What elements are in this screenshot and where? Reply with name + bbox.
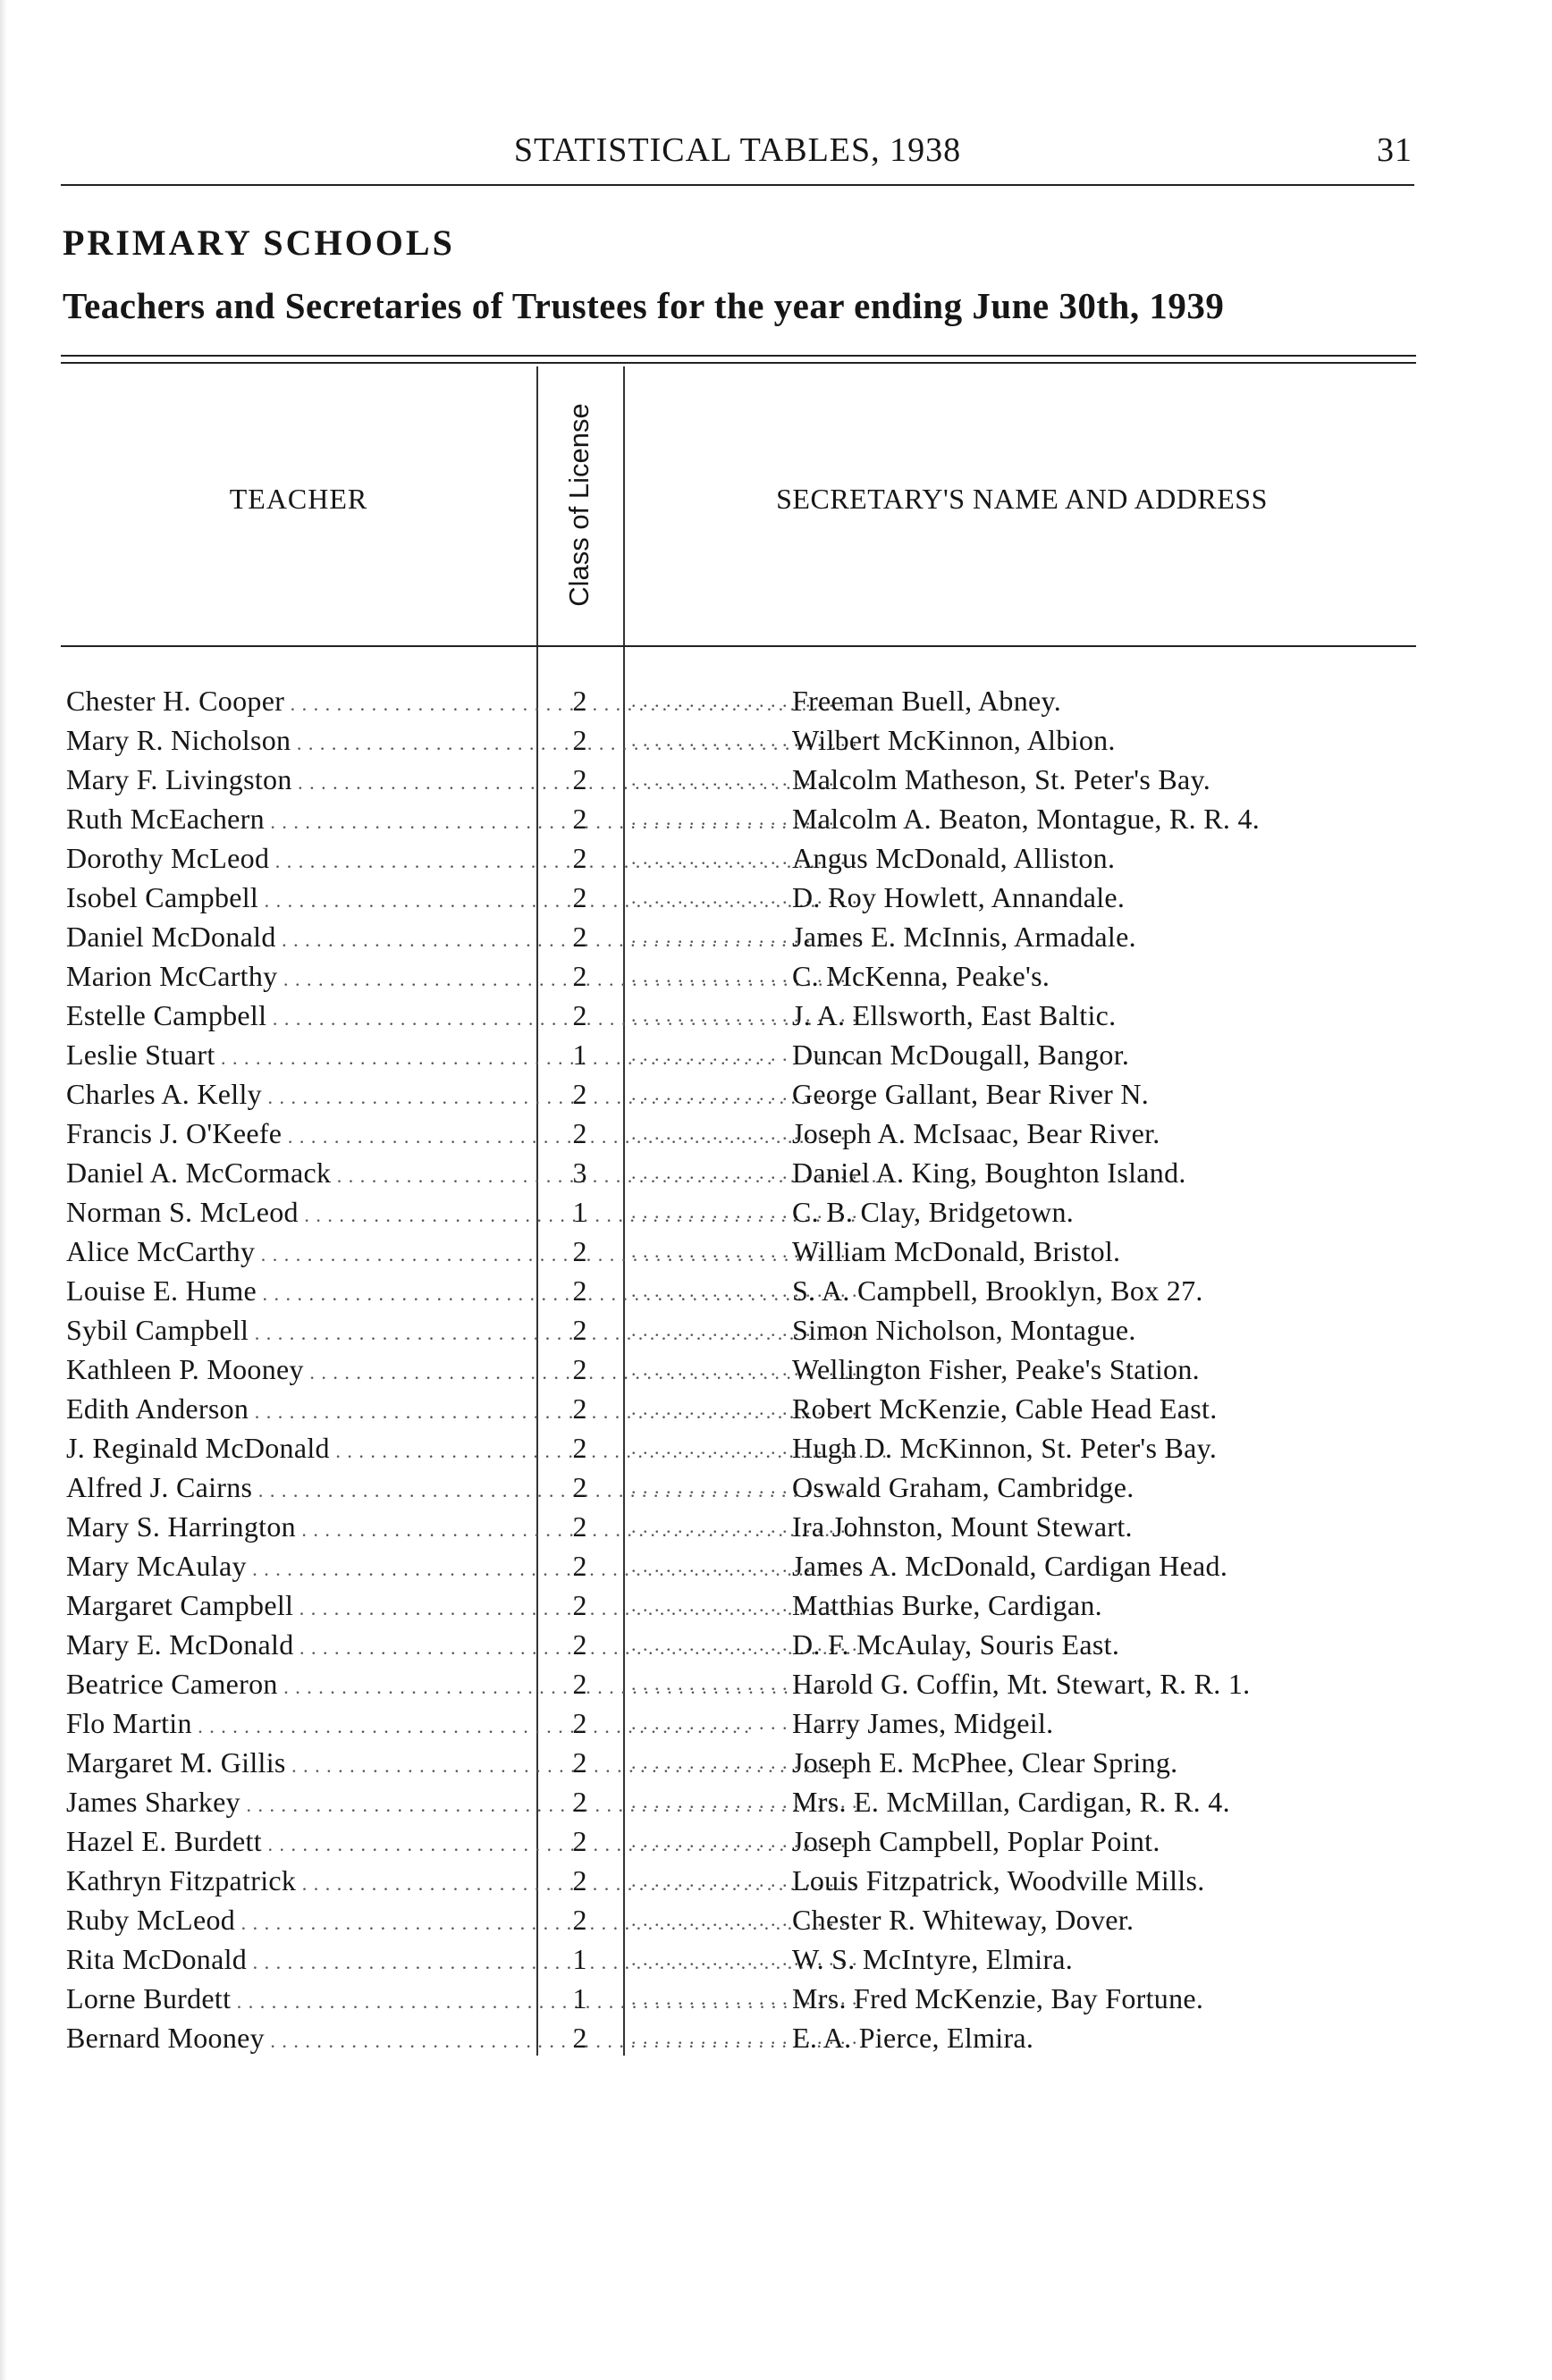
leader-dots: . . . . . . . . . . . . . . . . . . . . [631, 1711, 858, 1734]
leader-dots: . . . . . . . . . . . . . . . . . . . . [631, 1279, 858, 1301]
leader-dots: . . . . . . . . . . . . . . . . . . . . [631, 2026, 858, 2048]
table-row [0, 681, 1552, 720]
leader-dots: . . . . . . . . . . . . . . . . . . . . [631, 886, 858, 908]
secretary-name-address: E. A. Pierce, Elmira. [792, 2022, 1034, 2054]
leader-dots: . . . . . . . . . . . . . . . . . . . . [631, 925, 858, 947]
license-class: 2 [572, 1392, 587, 1425]
secretary-name-address: W. S. McIntyre, Elmira. [792, 1943, 1074, 1975]
license-class: 1 [572, 1039, 587, 1071]
leader-dots: . . . . . . . . . . . . . . . . . . . . [631, 1043, 858, 1065]
secretary-name-address: D. Roy Howlett, Annandale. [792, 881, 1126, 913]
secretary-name-address: Malcolm Matheson, St. Peter's Bay. [792, 763, 1211, 795]
teacher-name: Alice McCarthy . . . [66, 1232, 524, 1274]
table-row [0, 1821, 1552, 1861]
leader-dots: . . . . . . . . . . . . . . . . . . . . [631, 1358, 858, 1380]
table-row [0, 1074, 1552, 1114]
teacher-name: Mary R. Nicholson . . . [66, 720, 524, 763]
leader-dots: . . . . . . . . . . . . . . . . . . . . [631, 1594, 858, 1616]
teacher-name: Marion McCarthy . . . [66, 956, 524, 999]
teacher-name: Margaret Campbell . . . [66, 1585, 524, 1628]
license-class: 2 [572, 2022, 587, 2054]
table-row [0, 1939, 1552, 1979]
leader-dots: . . . . . . . . . . . . . . . . . . . . [631, 1987, 858, 2009]
table-row [0, 1979, 1552, 2018]
teacher-name: Kathryn Fitzpatrick . . . [66, 1861, 524, 1904]
table-row [0, 760, 1552, 799]
table-row [0, 878, 1552, 917]
page-number: 31 [1377, 131, 1413, 169]
secretary-name-address: Joseph Campbell, Poplar Point. [792, 1825, 1160, 1857]
table-row [0, 1310, 1552, 1350]
table-row [0, 996, 1552, 1035]
table-row [0, 956, 1552, 996]
leader-dots: . . . . . . . . . . . . . . . . . . . . [631, 1122, 858, 1144]
teacher-name: Sybil Campbell . . . [66, 1310, 524, 1353]
leader-dots: . . . . . . . . . . . . . . . . . . . . [631, 1908, 858, 1930]
secretary-name-address: Robert McKenzie, Cable Head East. [792, 1392, 1218, 1425]
teacher-name: Rita McDonald . . . [66, 1939, 524, 1982]
teacher-name: Kathleen P. Mooney . . . [66, 1350, 524, 1392]
license-class: 2 [572, 1825, 587, 1857]
teacher-name: Ruby McLeod . . . [66, 1900, 524, 1943]
secretary-name-address: Wellington Fisher, Peake's Station. [792, 1353, 1200, 1385]
license-class: 2 [572, 1589, 587, 1621]
secretary-name-address: Harold G. Coffin, Mt. Stewart, R. R. 1. [792, 1668, 1251, 1700]
leader-dots: . . . . . . . . . . . . . . . . . . . . [631, 1476, 858, 1498]
leader-dots: . . . . . . . . . . . . . . . . . . . . [631, 1672, 858, 1695]
license-class: 2 [572, 1471, 587, 1503]
teacher-name: Chester H. Cooper . . . [66, 681, 524, 724]
teacher-name: Leslie Stuart . . . [66, 1035, 524, 1078]
license-class: 2 [572, 881, 587, 913]
secretary-name-address: C. McKenna, Peake's. [792, 960, 1050, 992]
license-class: 2 [572, 724, 587, 756]
table-row [0, 838, 1552, 878]
license-class: 2 [572, 1668, 587, 1700]
table-row [0, 1782, 1552, 1821]
table-row [0, 1192, 1552, 1232]
secretary-name-address: Angus McDonald, Alliston. [792, 842, 1116, 874]
license-class: 2 [572, 1786, 587, 1818]
leader-dots: . . . . . . . . . . . . . . . . . . . . [631, 1318, 858, 1341]
teacher-name: Estelle Campbell . . . [66, 996, 524, 1039]
table-row [0, 1507, 1552, 1546]
leader-dots: . . . . . . . . . . . . . . . . . . . . [631, 1751, 858, 1773]
teacher-name: Mary E. McDonald . . . [66, 1625, 524, 1668]
secretary-name-address: Wilbert McKinnon, Albion. [792, 724, 1116, 756]
secretary-name-address: James E. McInnis, Armadale. [792, 921, 1136, 953]
teacher-name: Norman S. McLeod . . . [66, 1192, 524, 1235]
table-row [0, 1389, 1552, 1428]
secretary-name-address: J. A. Ellsworth, East Baltic. [792, 999, 1117, 1031]
leader-dots: . . . . . . . . . . . . . . . . . . . . [631, 1240, 858, 1262]
table-row [0, 1546, 1552, 1585]
license-class: 2 [572, 685, 587, 717]
table-top-rule-inner [61, 362, 1416, 364]
secretary-name-address: William McDonald, Bristol. [792, 1235, 1121, 1267]
teacher-name: Dorothy McLeod . . . [66, 838, 524, 881]
table-row [0, 1900, 1552, 1939]
teacher-name: Hazel E. Burdett . . . [66, 1821, 524, 1864]
leader-dots: . . . . . . . . . . . . . . . . . . . . [631, 1436, 858, 1459]
license-class: 1 [572, 1943, 587, 1975]
teacher-name: Lorne Burdett . . . [66, 1979, 524, 2022]
license-class: 2 [572, 1314, 587, 1346]
secretary-name-address: C. B. Clay, Bridgetown. [792, 1196, 1075, 1228]
table-row [0, 1861, 1552, 1900]
table-subtitle: Teachers and Secretaries of Trustees for the year ending June 30th, 1939 [63, 285, 1225, 326]
leader-dots: . . . . . . . . . . . . . . . . . . . . [631, 1869, 858, 1891]
leader-dots: . . . . . . . . . . . . . . . . . . . . [631, 807, 858, 829]
secretary-name-address: Malcolm A. Beaton, Montague, R. R. 4. [792, 803, 1261, 835]
table-row [0, 1428, 1552, 1468]
license-class: 2 [572, 1510, 587, 1543]
leader-dots: . . . . . . . . . . . . . . . . . . . . [631, 1947, 858, 1970]
teacher-name: Margaret M. Gillis . . . [66, 1743, 524, 1786]
license-class: 2 [572, 1432, 587, 1464]
secretary-name-address: Daniel A. King, Boughton Island. [792, 1156, 1186, 1189]
license-class: 1 [572, 1196, 587, 1228]
teacher-name: Louise E. Hume . . . [66, 1271, 524, 1314]
teacher-name: James Sharkey . . . [66, 1782, 524, 1825]
license-class: 2 [572, 803, 587, 835]
secretary-name-address: Duncan McDougall, Bangor. [792, 1039, 1130, 1071]
leader-dots: . . . . . . . . . . . . . . . . . . . . [631, 1082, 858, 1105]
table-row [0, 1625, 1552, 1664]
leader-dots: . . . . . . . . . . . . . . . . . . . . [631, 1397, 858, 1419]
table-row [0, 917, 1552, 956]
table-row [0, 1232, 1552, 1271]
leader-dots: . . . . . . . . . . . . . . . . . . . . [631, 1554, 858, 1577]
license-class: 2 [572, 1707, 587, 1739]
license-class: 2 [572, 1078, 587, 1110]
teacher-name: Edith Anderson . . . [66, 1389, 524, 1432]
running-title: STATISTICAL TABLES, 1938 [513, 131, 962, 169]
section-title: PRIMARY SCHOOLS [63, 223, 455, 263]
teacher-name: Francis J. O'Keefe . . . [66, 1114, 524, 1156]
license-class: 2 [572, 1746, 587, 1779]
secretary-name-address: George Gallant, Bear River N. [792, 1078, 1150, 1110]
license-class: 2 [572, 1628, 587, 1661]
table-row [0, 1271, 1552, 1310]
running-head [63, 123, 1413, 177]
leader-dots: . . . . . . . . . . . . . . . . . . . . [631, 1829, 858, 1852]
table-row [0, 1350, 1552, 1389]
table-row [0, 1468, 1552, 1507]
license-class: 2 [572, 842, 587, 874]
license-class: 2 [572, 1864, 587, 1896]
teacher-name: Isobel Campbell . . . [66, 878, 524, 921]
teacher-name: Charles A. Kelly . . . [66, 1074, 524, 1117]
secretary-name-address: Mrs. Fred McKenzie, Bay Fortune. [792, 1982, 1204, 2014]
column-header-teacher: TEACHER [229, 483, 368, 515]
table-row [0, 1035, 1552, 1074]
teacher-name: Daniel A. McCormack . . . [66, 1153, 524, 1196]
secretary-name-address: Louis Fitzpatrick, Woodville Mills. [792, 1864, 1205, 1896]
table-top-rule [61, 355, 1416, 357]
license-class: 2 [572, 1274, 587, 1307]
secretary-name-address: Hugh D. McKinnon, St. Peter's Bay. [792, 1432, 1218, 1464]
table-row [0, 1743, 1552, 1782]
license-class: 2 [572, 1353, 587, 1385]
license-class: 2 [572, 999, 587, 1031]
license-class: 3 [572, 1156, 587, 1189]
secretary-name-address: Joseph E. McPhee, Clear Spring. [792, 1746, 1178, 1779]
license-class: 2 [572, 960, 587, 992]
secretary-name-address: Joseph A. McIsaac, Bear River. [792, 1117, 1160, 1149]
teacher-name: Mary F. Livingston . . . [66, 760, 524, 803]
teacher-name: Flo Martin . . . [66, 1703, 524, 1746]
teacher-name: Beatrice Cameron . . . [66, 1664, 524, 1707]
leader-dots: . . . . . . . . . . . . . . . . . . . . [631, 1790, 858, 1812]
secretary-name-address: S. A. Campbell, Brooklyn, Box 27. [792, 1274, 1203, 1307]
secretary-name-address: Oswald Graham, Cambridge. [792, 1471, 1134, 1503]
leader-dots: . . . . . . . . . . . . . . . . . . . . [631, 1515, 858, 1537]
secretary-name-address: Harry James, Midgeil. [792, 1707, 1054, 1739]
teacher-name: Mary S. Harrington . . . [66, 1507, 524, 1550]
secretary-name-address: James A. McDonald, Cardigan Head. [792, 1550, 1228, 1582]
leader-dots: . . . . . . . . . . . . . . . . . . . . [631, 689, 858, 711]
table-row [0, 1153, 1552, 1192]
column-header-class-of-license: Class of License [563, 403, 595, 607]
license-class: 2 [572, 763, 587, 795]
table-row [0, 1703, 1552, 1743]
header-rule [61, 184, 1414, 186]
column-header-secretary: SECRETARY'S NAME AND ADDRESS [776, 483, 1268, 515]
secretary-name-address: Simon Nicholson, Montague. [792, 1314, 1136, 1346]
table-row [0, 1114, 1552, 1153]
table-body [0, 681, 1552, 2057]
secretary-name-address: Mrs. E. McMillan, Cardigan, R. R. 4. [792, 1786, 1230, 1818]
license-class: 2 [572, 1235, 587, 1267]
teacher-name: Mary McAulay . . . [66, 1546, 524, 1589]
leader-dots: . . . . . . . . . . . . . . . . . . . . [631, 846, 858, 869]
license-class: 2 [572, 1904, 587, 1936]
leader-dots: . . . . . . . . . . . . . . . . . . . . [631, 728, 858, 751]
leader-dots: . . . . . . . . . . . . . . . . . . . . [631, 1004, 858, 1026]
header-bottom-rule [61, 645, 1416, 647]
teacher-name: Alfred J. Cairns . . . [66, 1468, 524, 1510]
secretary-name-address: Chester R. Whiteway, Dover. [792, 1904, 1134, 1936]
leader-dots: . . . . . . . . . . . . . . . . . . . . [631, 964, 858, 987]
leader-dots: . . . . . . . . . . . . . . . . . . . . [631, 1200, 858, 1223]
table-row [0, 1585, 1552, 1625]
teacher-name: Ruth McEachern . . . [66, 799, 524, 842]
license-class: 1 [572, 1982, 587, 2014]
teacher-name: Bernard Mooney . . . [66, 2018, 524, 2061]
secretary-name-address: D. F. McAulay, Souris East. [792, 1628, 1120, 1661]
leader-dots: . . . . . . . . . . . . . . . . . . . . [631, 768, 858, 790]
leader-dots: . . . . . . . . . . . . . . . . . . . . [631, 1161, 858, 1183]
secretary-name-address: Ira Johnston, Mount Stewart. [792, 1510, 1133, 1543]
secretary-name-address: Freeman Buell, Abney. [792, 685, 1062, 717]
table-row [0, 720, 1552, 760]
teacher-name: J. Reginald McDonald . . . [66, 1428, 524, 1471]
teacher-name: Daniel McDonald . . . [66, 917, 524, 960]
secretary-name-address: Matthias Burke, Cardigan. [792, 1589, 1102, 1621]
table-row [0, 2018, 1552, 2057]
license-class: 2 [572, 1550, 587, 1582]
license-class: 2 [572, 1117, 587, 1149]
license-class: 2 [572, 921, 587, 953]
leader-dots: . . . . . . . . . . . . . . . . . . . . [631, 1633, 858, 1655]
table-row [0, 799, 1552, 838]
table-row [0, 1664, 1552, 1703]
